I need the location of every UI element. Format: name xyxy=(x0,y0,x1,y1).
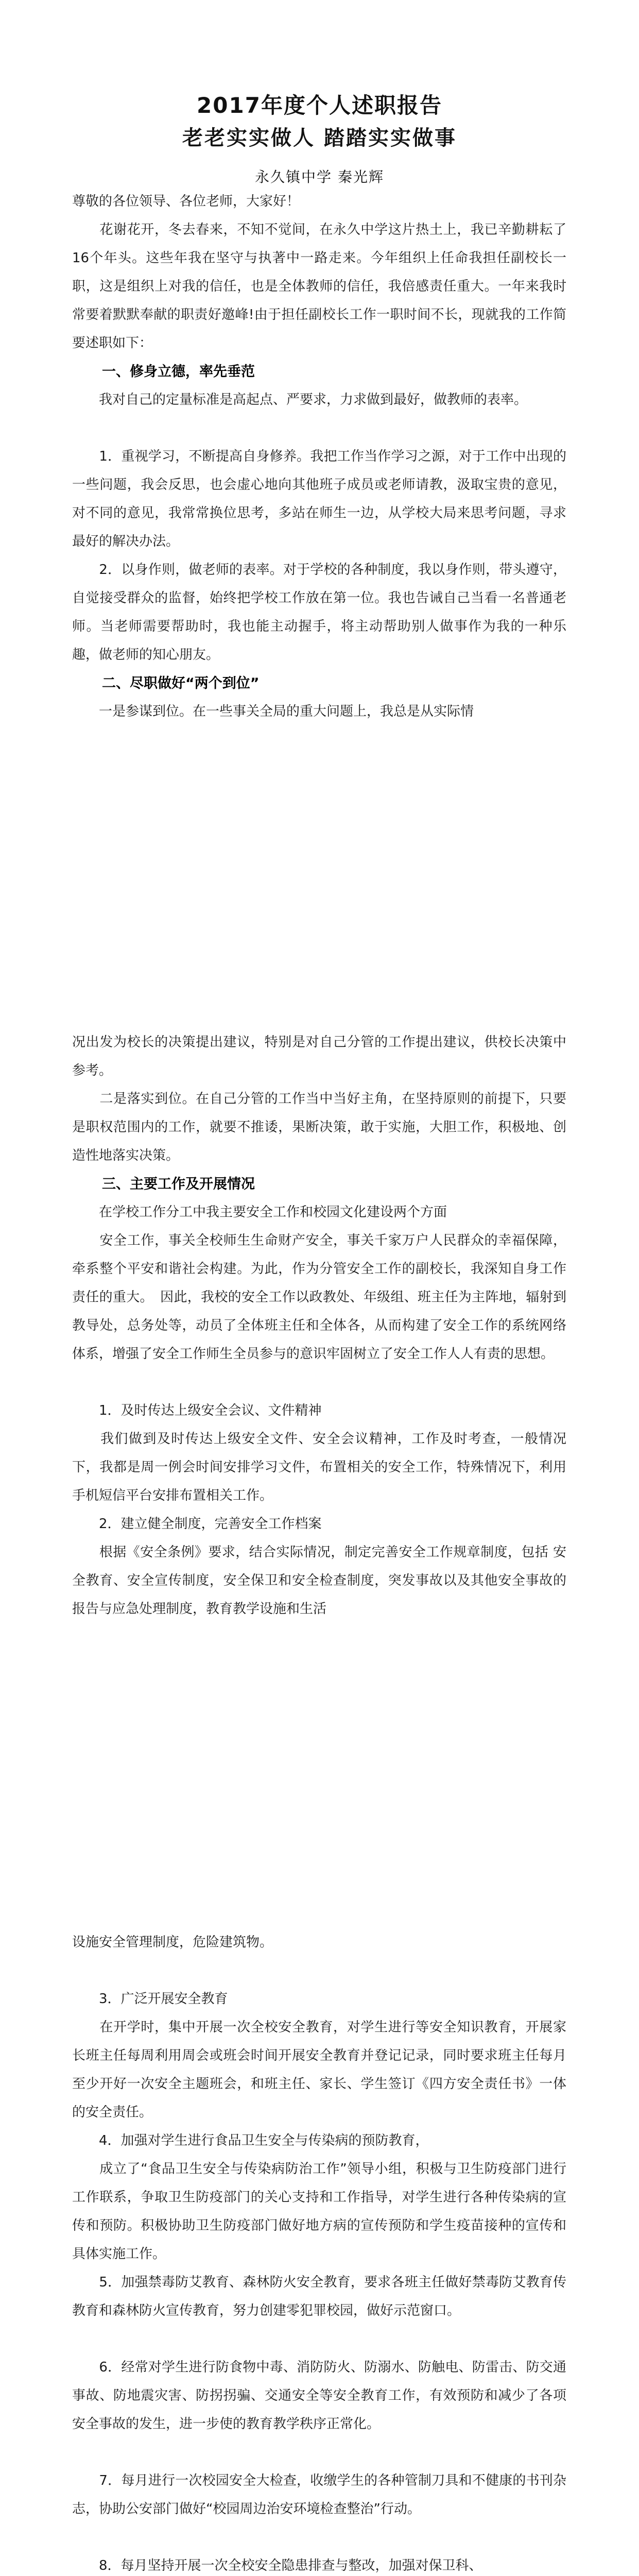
paragraph: 安全工作，事关全校师生生命财产安全，事关千家万户人民群众的幸福保障，牵系整个平安和谐社会构建。为此，作为分管安全工作的副校长，我深知自身工作责任的重大。 因此，我校的安全工作以政教处、年级组、班主任为主阵地，辐射到教导处，总务处等，动员了全体班主任和全体各，从而构建了安全工作的系统网络体系，增强了安全工作师生全员参与的意识牢固树立了安全工作人人有责的思想。 xyxy=(72,1233,566,1362)
section-heading-2: 二、尽职做好“两个到位” xyxy=(102,675,260,691)
paragraph: 1．重视学习，不断提高自身修养。我把工作当作学习之源，对于工作中出现的一些问题，我会反思，也会虚心地向其他班子成员或老师请教，汲取宝贵的意见，对不同的意见，我常常换位思考，多站在师生一边，从学校大局来思考问题，寻求最好的解决办法。 xyxy=(72,449,566,549)
greeting: 尊敬的各位领导、各位老师，大家好！ xyxy=(72,194,300,209)
list-item-heading: 1．及时传达上级安全会议、文件精神 xyxy=(72,1403,322,1418)
paragraph: 8．每月坚持开展一次全校安全隐患排查与整改，加强对保卫科、 xyxy=(72,2558,482,2573)
paragraph: 况出发为校长的决策提出建议，特别是对自己分管的工作提出建议，供校长决策中参考。 xyxy=(72,1035,566,1078)
page-break-gap xyxy=(0,1628,639,1917)
list-item-heading: 2．建立健全制度，完善安全工作档案 xyxy=(72,1516,322,1532)
paragraph: 7．每月进行一次校园安全大检查，收缴学生的各种管制刀具和不健康的书刊杂志，协助公安部门做好“校园周边治安环境检查整治”行动。 xyxy=(72,2473,566,2517)
paragraph: 设施安全管理制度，危险建筑物。 xyxy=(72,1935,273,1950)
paragraph: 根据《安全条例》要求，结合实际情况，制定完善安全工作规章制度，包括 安全教育、安全宣传制度，安全保卫和安全检查制度，突发事故以及其他安全事故的报告与应急处理制度，教育教学设施和生活 xyxy=(72,1545,566,1617)
paragraph: 2．以身作则，做老师的表率。对于学校的各种制度，我以身作则，带头遵守，自觉接受群众的监督，始终把学校工作放在第一位。我也告诫自己当看一名普通老师。当老师需要帮助时，我也能主动握手，将主动帮助别人做事作为我的一种乐趣，做老师的知心朋友。 xyxy=(72,562,566,663)
paragraph: 成立了“食品卫生安全与传染病防治工作”领导小组，积极与卫生防疫部门进行工作联系，争取卫生防疫部门的关心支持和工作指导，对学生进行各种传染病的宣传和预防。积极协助卫生防疫部门做好地方病的宣传预防和学生疫苗接种的宣传和具体实施工作。 xyxy=(72,2161,566,2262)
paragraph: 我对自己的定量标准是高起点、严要求，力求做到最好，做教师的表率。 xyxy=(72,392,528,408)
list-item-heading: 4．加强对学生进行食品卫生安全与传染病的预防教育， xyxy=(72,2133,429,2148)
paragraph: 二是落实到位。在自己分管的工作当中当好主角，在坚持原则的前提下，只要是职权范围内的工作，就要不推诿，果断决策，敢于实施，大胆工作，积极地、创造性地落实决策。 xyxy=(72,1091,566,1163)
paragraph: 一是参谋到位。在一些事关全局的重大问题上，我总是从实际情 xyxy=(72,704,474,719)
paragraph: 在学校工作分工中我主要安全工作和校园文化建设两个方面 xyxy=(72,1205,447,1220)
paragraph: 我们做到及时传达上级安全文件、安全会议精神，工作及时考查，一般情况下，我都是周一例会时间安排学习文件，布置相关的安全工作，特殊情况下，利用手机短信平台安排布置相关工作。 xyxy=(72,1431,566,1503)
report-author: 永久镇中学 秦光辉 xyxy=(255,168,384,185)
section-heading-1: 一、修身立德，率先垂范 xyxy=(102,364,255,380)
intro-paragraph: 花谢花开，冬去春来，不知不觉间，在永久中学这片热土上，我已辛勤耕耘了16个年头。这些年我在坚守与执著中一路走来。今年组织上任命我担任副校长一职，这是组织上对我的信任，也是全体教师的信任，我倍感责任重大。一年来我时常要着默默奉献的职责好邀峰!由于担任副校长工作一职时间不长，现就我的工作简要述职如下： xyxy=(72,222,566,351)
section-heading-3: 三、主要工作及开展情况 xyxy=(102,1176,255,1192)
report-subtitle: 老老实实做人 踏踏实实做事 xyxy=(182,126,457,150)
report-title: 2017年度个人述职报告 xyxy=(197,93,442,118)
paragraph: 6．经常对学生进行防食物中毒、消防防火、防溺水、防触电、防雷击、防交通事故、防地震灾害、防拐拐骗、交通安全等安全教育工作，有效预防和减少了各项安全事故的发生，进一步使的教育教学秩序正常化。 xyxy=(72,2360,566,2432)
list-item-heading: 3．广泛开展安全教育 xyxy=(72,1991,228,2007)
paragraph: 在开学时，集中开展一次全校安全教育，对学生进行等安全知识教育，开展家长班主任每周利用周会或班会时间开展安全教育并登记记录，同时要求班主任每月至少开好一次安全主题班会，和班主任、家长、学生签订《四方安全责任书》一体的安全责任。 xyxy=(72,2020,566,2120)
paragraph: 5．加强禁毒防艾教育、森林防火安全教育，要求各班主任做好禁毒防艾教育传教育和森林防火宣传教育，努力创建零犯罪校园，做好示范窗口。 xyxy=(72,2275,566,2318)
page-break-gap xyxy=(0,732,639,1020)
